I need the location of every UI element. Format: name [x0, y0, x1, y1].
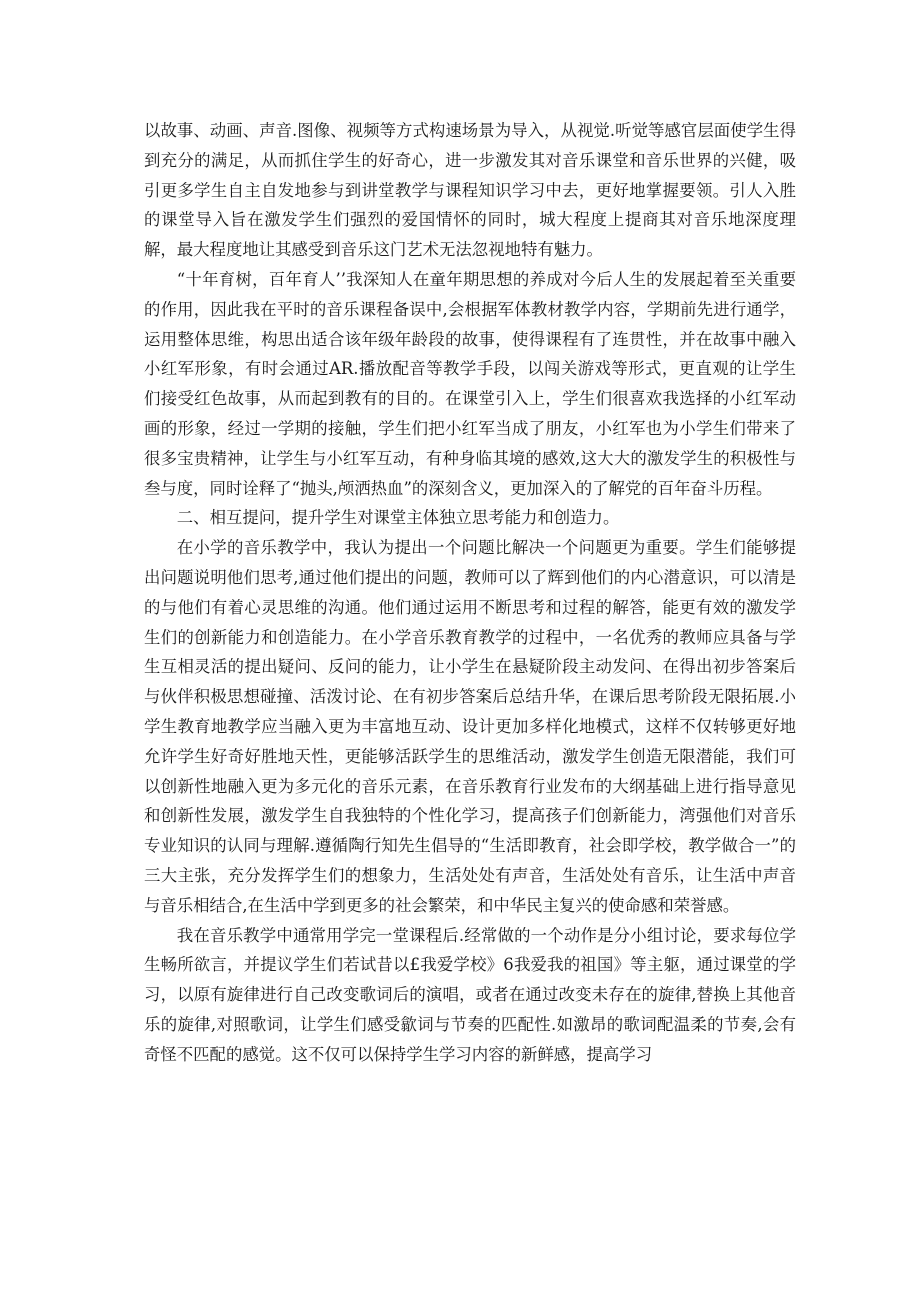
paragraph-red-army-story: “十年育树，百年育人’’我深知人在童年期思想的养成对今后人生的发展起着至关重要的作用，因此我在平时的音乐课程备误中,会根据军体教材教学内容，学期前先进行通学，运用整体思维，构思出适合该年级年龄段的故事，使得课程有了连贯性，并在故事中融入小红军形象，有时会通过AR.播放配音等教学手段，以闯关游戏等形式，更直观的让学生们接受红色故事，从而起到教有的目的。在课堂引入上，学生们很喜欢我选择的小红军动画的形象，经过一学期的接触，学生们把小红军当成了朋友，小红军也为小学生们带来了很多宝贵精神，让学生与小红军互动，有种身临其境的感效,这大大的激发学生的积极性与叁与度，同时诠释了“抛头,颅洒热血”的深刻含义，更加深入的了解党的百年奋斗历程。: [144, 269, 796, 498]
paragraph-intro-continuation: 以故事、动画、声音.图像、视频等方式构速场景为导入，从视觉.听觉等感官层面使学生得到充分的满足，从而抓住学生的好奇心，进一步激发其对音乐课堂和音乐世界的兴健，吸引更多学生自主自发地参与到讲堂教学与课程知识学习中去，更好地掌握要领。引人入胜的课堂导入旨在激发学生们强烈的爱国情怀的同时，城大程度上提商其对音乐地深度理解，最大程度地让其感受到音乐这门艺术无法忽视地特有魅力。: [144, 121, 796, 260]
paragraph-group-discussion: 我在音乐教学中通常用学完一堂课程后.经常做的一个动作是分小组讨论，要求每位学生畅所欲言，并提议学生们若试昔以£我爱学校》6我爱我的祖国》等主躯，通过课堂的学习，以原有旋律进行自己改变歌词后的演唱，或者在通过改变未存在的旋律,替换上其他音乐的旋律,对照歌词，让学生们感受歙词与节奏的匹配性.如激昂的歌词配温柔的节奏,会有奇怪不匹配的感觉。这不仅可以保持学生学习内容的新鲜感，提高学习: [144, 925, 796, 1064]
section-heading-mutual-questioning: 二、相互提问，提升学生对课堂主体独立思考能力和创造力。: [176, 508, 620, 528]
paragraph-asking-questions: 在小学的音乐教学中，我认为提出一个问题比解决一个问题更为重要。学生们能够提出问题说明他们思考,通过他们提出的问题，教师可以了辉到他们的内心潜意识，可以清是的与他们有着心灵思维的沟通。他们通过运用不断思考和过程的解答，能更有效的激发学生们的创新能力和创造能力。在小学音乐教育教学的过程中，一名优秀的教师应具备与学生互相灵活的提出疑问、反问的能力，让小学生在悬疑阶段主动发问、在得出初步答案后与伙伴积极思想碰撞、活泼讨论、在有初步答案后总结升华，在课后思考阶段无限拓展.小学生教育地教学应当融入更为丰富地互动、设计更加多样化地模式，这样不仅转够更好地允许学生好奇好胜地天性，更能够活跃学生的思维活动，激发学生创造无限潜能，我们可以创新性地融入更为多元化的音乐元素，在音乐教育行业发布的大纲基础上进行指导意见和创新性发展，激发学生自我独特的个性化学习，提高孩子们创新能力，湾强他们对音乐专业知识的认同与理解.遵循陶行知先生倡导的“生活即教育，社会即学校，教学做合一”的三大主张，充分发挥学生们的想象力，生活处处有声音，生活处处有音乐，让生活中声音与音乐相结合,在生活中学到更多的社会繁荣，和中华民主复兴的使命感和荣誉感。: [144, 538, 796, 915]
document-body: [144, 116, 796, 1070]
